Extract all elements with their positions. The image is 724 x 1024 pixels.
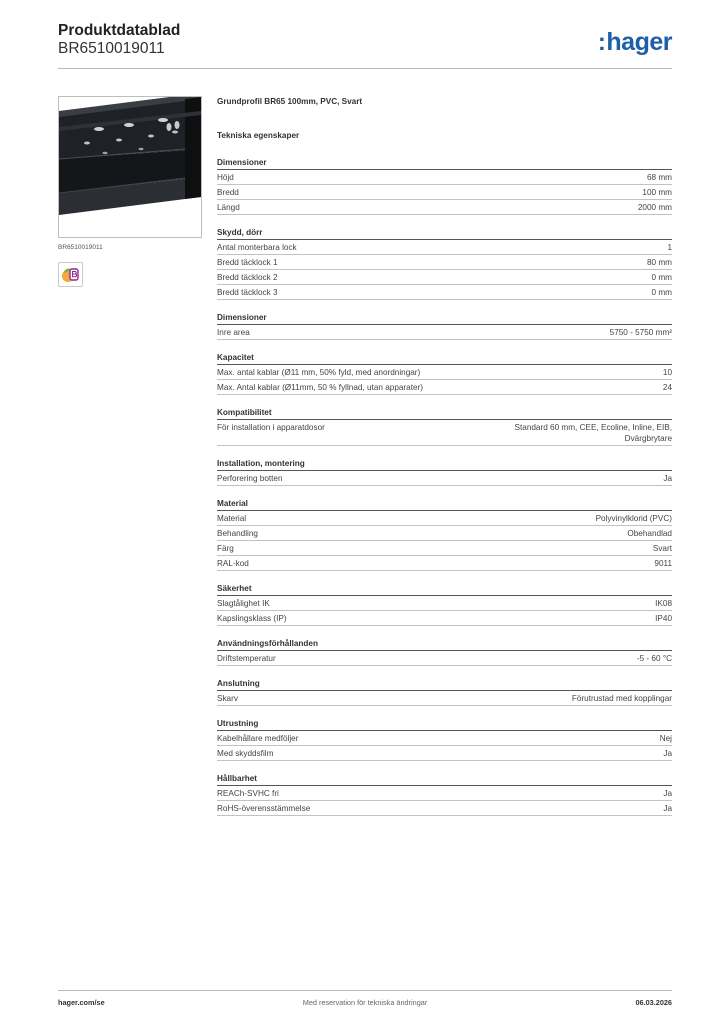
spec-value: Ja <box>663 804 672 813</box>
spec-row <box>217 611 672 626</box>
spec-row <box>217 691 672 706</box>
spec-group <box>217 678 672 706</box>
spec-label: Höjd <box>217 173 234 182</box>
spec-row <box>217 255 672 270</box>
spec-row <box>217 170 672 185</box>
document-title: Produktdatablad <box>58 22 181 39</box>
spec-value: Polyvinylklorid (PVC) <box>595 514 672 523</box>
eco-label-badge-icon <box>58 262 83 287</box>
spec-label: Bredd täcklock 1 <box>217 258 278 267</box>
spec-row <box>217 526 672 541</box>
spec-label: Inre area <box>217 328 250 337</box>
spec-group-title: Säkerhet <box>217 583 672 596</box>
spec-value: Obehandlad <box>627 529 672 538</box>
spec-row <box>217 200 672 215</box>
spec-group <box>217 458 672 486</box>
spec-group <box>217 227 672 300</box>
spec-value: Ja <box>663 749 672 758</box>
spec-group <box>217 498 672 571</box>
spec-group-title: Utrustning <box>217 718 672 731</box>
spec-row <box>217 380 672 395</box>
spec-value: Ja <box>663 474 672 483</box>
spec-group <box>217 583 672 626</box>
spec-value: 0 mm <box>651 273 672 282</box>
spec-value: Förutrustad med kopplingar <box>571 694 672 703</box>
spec-label: Längd <box>217 203 240 212</box>
spec-label: Bredd täcklock 3 <box>217 288 278 297</box>
spec-group-title: Anslutning <box>217 678 672 691</box>
spec-label: Kabelhållare medföljer <box>217 734 299 743</box>
product-code: BR6510019011 <box>58 40 165 57</box>
spec-row <box>217 285 672 300</box>
spec-label: Perforering botten <box>217 474 283 483</box>
header-divider <box>58 68 672 69</box>
spec-value: 1 <box>667 243 672 252</box>
spec-value: 9011 <box>654 559 672 568</box>
spec-group <box>217 312 672 340</box>
spec-value: Standard 60 mm, CEE, Ecoline, Inline, EIB, Dvärgbrytare <box>514 423 672 443</box>
footer-note: Med reservation för tekniska ändringar <box>302 998 428 1007</box>
spec-label: Bredd täcklock 2 <box>217 273 278 282</box>
hager-logo <box>598 28 672 57</box>
spec-value: 0 mm <box>651 288 672 297</box>
spec-label: Material <box>217 514 247 523</box>
spec-row <box>217 365 672 380</box>
spec-row <box>217 746 672 761</box>
spec-value: 5750 - 5750 mm² <box>609 328 672 337</box>
spec-label: REACh-SVHC fri <box>217 789 279 798</box>
spec-group-title: Kapacitet <box>217 352 672 365</box>
spec-row <box>217 651 672 666</box>
section-title: Tekniska egenskaper <box>217 131 300 140</box>
spec-label: Bredd <box>217 188 239 197</box>
footer-divider <box>58 990 672 991</box>
spec-groups <box>217 157 672 816</box>
spec-value: 24 <box>662 383 672 392</box>
spec-label: Färg <box>217 544 234 553</box>
spec-label: RoHS-överensstämmelse <box>217 804 311 813</box>
spec-value: 80 mm <box>646 258 672 267</box>
spec-group-title: Installation, montering <box>217 458 672 471</box>
spec-label: RAL-kod <box>217 559 249 568</box>
spec-row <box>217 596 672 611</box>
spec-value: Nej <box>659 734 672 743</box>
spec-value: 2000 mm <box>637 203 672 212</box>
spec-label: Max. Antal kablar (Ø11mm, 50 % fyllnad, utan apparater) <box>217 383 423 392</box>
spec-label: För installation i apparatdosor <box>217 423 325 432</box>
spec-value: 10 <box>662 368 672 377</box>
spec-row <box>217 511 672 526</box>
spec-group <box>217 773 672 816</box>
spec-label: Antal monterbara lock <box>217 243 297 252</box>
spec-value: Ja <box>663 789 672 798</box>
spec-row <box>217 270 672 285</box>
spec-value: IP40 <box>655 614 672 623</box>
spec-group-title: Material <box>217 498 672 511</box>
spec-value: 68 mm <box>646 173 672 182</box>
spec-label: Skarv <box>217 694 238 703</box>
spec-row <box>217 420 672 446</box>
spec-group-title: Dimensioner <box>217 157 672 170</box>
spec-row <box>217 541 672 556</box>
spec-label: Med skyddsfilm <box>217 749 274 758</box>
spec-group-title: Dimensioner <box>217 312 672 325</box>
spec-label: Slagtålighet IK <box>217 599 270 608</box>
logo-text: hager <box>606 28 672 56</box>
spec-group <box>217 352 672 395</box>
product-name: Grundprofil BR65 100mm, PVC, Svart <box>217 97 363 106</box>
spec-group <box>217 638 672 666</box>
spec-row <box>217 731 672 746</box>
leaf-letter-icon <box>59 263 82 286</box>
spec-row <box>217 801 672 816</box>
spec-group-title: Skydd, dörr <box>217 227 672 240</box>
page-footer <box>58 998 672 1010</box>
spec-row <box>217 786 672 801</box>
page-header <box>58 22 672 70</box>
spec-label: Kapslingsklass (IP) <box>217 614 287 623</box>
spec-group <box>217 157 672 215</box>
spec-label: Driftstemperatur <box>217 654 276 663</box>
spec-group-title: Användningsförhållanden <box>217 638 672 651</box>
spec-value: Svart <box>652 544 672 553</box>
cable-trunking-icon <box>59 97 201 237</box>
logo-colon: : <box>597 29 606 56</box>
spec-group <box>217 718 672 761</box>
image-caption: BR6510019011 <box>58 244 103 251</box>
spec-row <box>217 240 672 255</box>
spec-value: 100 mm <box>642 188 672 197</box>
spec-value: -5 - 60 °C <box>636 654 672 663</box>
spec-row <box>217 185 672 200</box>
product-specification <box>217 96 672 816</box>
cable-trunking-product-image <box>58 96 202 238</box>
spec-group-title: Kompatibilitet <box>217 407 672 420</box>
spec-row <box>217 325 672 340</box>
spec-value: IK08 <box>655 599 672 608</box>
footer-date: 06.03.2026 <box>635 998 672 1007</box>
spec-group <box>217 407 672 446</box>
spec-group-title: Hållbarhet <box>217 773 672 786</box>
footer-website[interactable]: hager.com/se <box>58 998 105 1007</box>
spec-label: Max. antal kablar (Ø11 mm, 50% fyld, med anordningar) <box>217 368 421 377</box>
spec-row <box>217 471 672 486</box>
spec-label: Behandling <box>217 529 258 538</box>
spec-row <box>217 556 672 571</box>
